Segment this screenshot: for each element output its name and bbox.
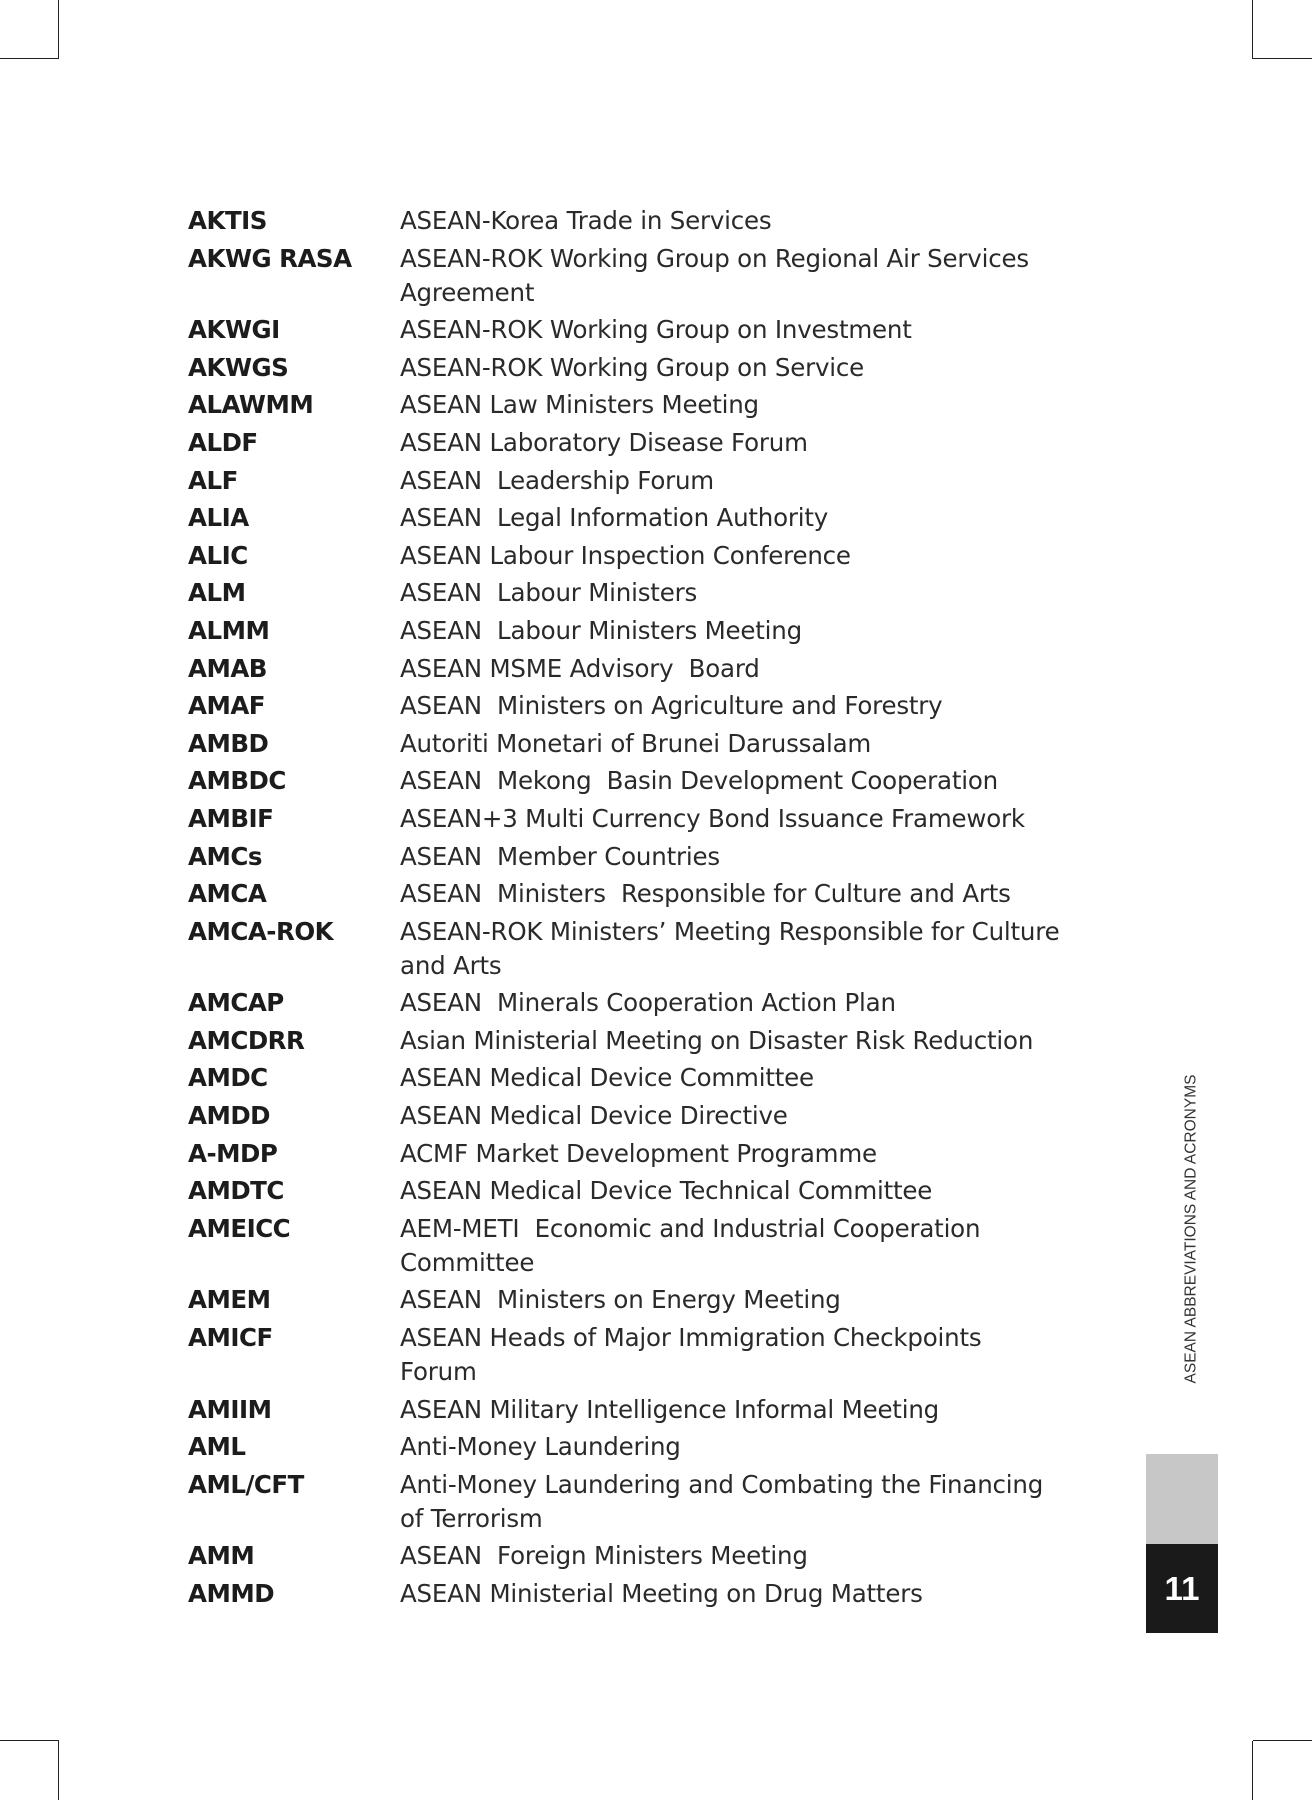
list-item — [188, 501, 1088, 535]
abbreviation: AKWG RASA — [188, 243, 352, 273]
abbreviation: AMMD — [188, 1579, 275, 1608]
abbreviation: AMDTC — [188, 1176, 284, 1206]
list-item — [188, 689, 1088, 723]
abbreviation: ALF — [188, 465, 238, 495]
list-item — [188, 204, 1088, 238]
definition: ASEAN Ministers on Energy Meeting — [400, 1285, 841, 1315]
list-item — [188, 576, 1088, 610]
crop-mark-top-left-v — [58, 0, 59, 59]
crop-mark-top-right-h — [1253, 58, 1312, 59]
definition: ASEAN Medical Device Committee — [400, 1063, 814, 1093]
definition: ASEAN Ministers Responsible for Culture and Arts — [400, 879, 1011, 909]
crop-mark-bottom-right-h — [1253, 1740, 1312, 1741]
list-item — [188, 1212, 1088, 1280]
abbreviation-list — [188, 204, 1088, 1615]
abbreviation: AMIIM — [188, 1394, 272, 1424]
definition: ASEAN Laboratory Disease Forum — [400, 427, 808, 457]
abbreviation: AMCAP — [188, 988, 284, 1018]
section-side-label-text: ASEAN ABBREVIATIONS AND ACRONYMS — [1182, 1074, 1199, 1384]
crop-mark-top-right-v — [1252, 0, 1253, 59]
abbreviation: ALDF — [188, 427, 258, 457]
abbreviation: AKWGI — [188, 315, 280, 345]
list-item — [188, 986, 1088, 1020]
list-item — [188, 313, 1088, 347]
abbreviation: ALMM — [188, 615, 270, 645]
list-item — [188, 840, 1088, 874]
definition: ASEAN Law Ministers Meeting — [400, 390, 759, 420]
list-item — [188, 388, 1088, 422]
list-item — [188, 1174, 1088, 1208]
definition: Autoriti Monetari of Brunei Darussalam — [400, 728, 872, 758]
abbreviation: AMCA-ROK — [188, 916, 334, 946]
abbreviation: AMCA — [188, 879, 267, 909]
list-item — [188, 1393, 1088, 1427]
list-item — [188, 242, 1088, 310]
definition: ASEAN MSME Advisory Board — [400, 653, 760, 683]
abbreviation: AMBDC — [188, 766, 286, 796]
definition: ASEAN-Korea Trade in Services — [400, 206, 772, 235]
section-side-label — [1181, 1060, 1201, 1398]
list-item — [188, 1468, 1088, 1536]
definition: ASEAN-ROK Working Group on Investment — [400, 315, 912, 345]
definition: ASEAN-ROK Ministers’ Meeting Responsible for Culture and Arts — [400, 916, 1060, 980]
definition: ASEAN Foreign Ministers Meeting — [400, 1541, 808, 1571]
abbreviation: ALAWMM — [188, 390, 314, 420]
abbreviation: AML — [188, 1432, 246, 1462]
abbreviation: AMEICC — [188, 1213, 291, 1243]
definition: ASEAN+3 Multi Currency Bond Issuance Framework — [400, 803, 1025, 833]
list-item — [188, 727, 1088, 761]
list-item — [188, 652, 1088, 686]
definition: AEM-METI Economic and Industrial Cooperation Committee — [400, 1213, 981, 1277]
list-item — [188, 1099, 1088, 1133]
list-item — [188, 1061, 1088, 1095]
abbreviation: AMBD — [188, 728, 269, 758]
abbreviation: AMCs — [188, 841, 262, 871]
abbreviation: A-MDP — [188, 1138, 278, 1168]
list-item — [188, 614, 1088, 648]
abbreviation: ALIA — [188, 503, 249, 533]
list-item — [188, 464, 1088, 498]
abbreviation: AMAF — [188, 691, 266, 721]
definition: ASEAN Member Countries — [400, 841, 720, 871]
page-number-box — [1146, 1544, 1218, 1633]
definition: ASEAN Leadership Forum — [400, 465, 714, 495]
definition: ASEAN Minerals Cooperation Action Plan — [400, 988, 896, 1018]
page-number: 11 — [1164, 1569, 1200, 1607]
definition: ASEAN-ROK Working Group on Regional Air Services Agreement — [400, 243, 1029, 307]
definition: ASEAN Heads of Major Immigration Checkpoints Forum — [400, 1323, 982, 1387]
abbreviation: AMICF — [188, 1323, 273, 1353]
definition: ACMF Market Development Programme — [400, 1138, 877, 1168]
definition: ASEAN Ministerial Meeting on Drug Matters — [400, 1579, 923, 1608]
list-item — [188, 539, 1088, 573]
list-item — [188, 1024, 1088, 1058]
list-item — [188, 915, 1088, 983]
crop-mark-top-left-h — [0, 58, 59, 59]
section-tab-marker — [1146, 1454, 1218, 1544]
definition: ASEAN Medical Device Technical Committee — [400, 1176, 933, 1206]
crop-mark-bottom-left-h — [0, 1740, 59, 1741]
definition: ASEAN Ministers on Agriculture and Forestry — [400, 691, 943, 721]
definition: ASEAN-ROK Working Group on Service — [400, 352, 865, 382]
definition: Anti-Money Laundering and Combating the Financing of Terrorism — [400, 1469, 1044, 1533]
definition: ASEAN Mekong Basin Development Cooperation — [400, 766, 998, 796]
definition: ASEAN Labour Ministers Meeting — [400, 615, 802, 645]
abbreviation: AMBIF — [188, 803, 274, 833]
abbreviation: AKTIS — [188, 206, 267, 235]
list-item — [188, 1577, 1088, 1611]
abbreviation: AMEM — [188, 1285, 271, 1315]
definition: ASEAN Medical Device Directive — [400, 1101, 788, 1131]
list-item — [188, 1321, 1088, 1389]
abbreviation: ALIC — [188, 540, 248, 570]
list-item — [188, 802, 1088, 836]
abbreviation: AKWGS — [188, 352, 289, 382]
abbreviation: AML/CFT — [188, 1469, 304, 1499]
list-item — [188, 1137, 1088, 1171]
definition: ASEAN Legal Information Authority — [400, 503, 829, 533]
list-item — [188, 764, 1088, 798]
abbreviation: AMDC — [188, 1063, 268, 1093]
abbreviation: AMDD — [188, 1101, 271, 1131]
crop-mark-bottom-right-v — [1252, 1741, 1253, 1800]
abbreviation: AMM — [188, 1541, 255, 1571]
definition: Anti-Money Laundering — [400, 1432, 681, 1462]
crop-mark-bottom-left-v — [58, 1741, 59, 1800]
list-item — [188, 877, 1088, 911]
abbreviation: ALM — [188, 578, 246, 608]
list-item — [188, 1539, 1088, 1573]
list-item — [188, 426, 1088, 460]
list-item — [188, 351, 1088, 385]
abbreviation: AMAB — [188, 653, 267, 683]
list-item — [188, 1283, 1088, 1317]
definition: Asian Ministerial Meeting on Disaster Risk Reduction — [400, 1025, 1034, 1055]
list-item — [188, 1430, 1088, 1464]
definition: ASEAN Labour Ministers — [400, 578, 698, 608]
abbreviation: AMCDRR — [188, 1025, 305, 1055]
definition: ASEAN Military Intelligence Informal Meeting — [400, 1394, 940, 1424]
definition: ASEAN Labour Inspection Conference — [400, 540, 851, 570]
